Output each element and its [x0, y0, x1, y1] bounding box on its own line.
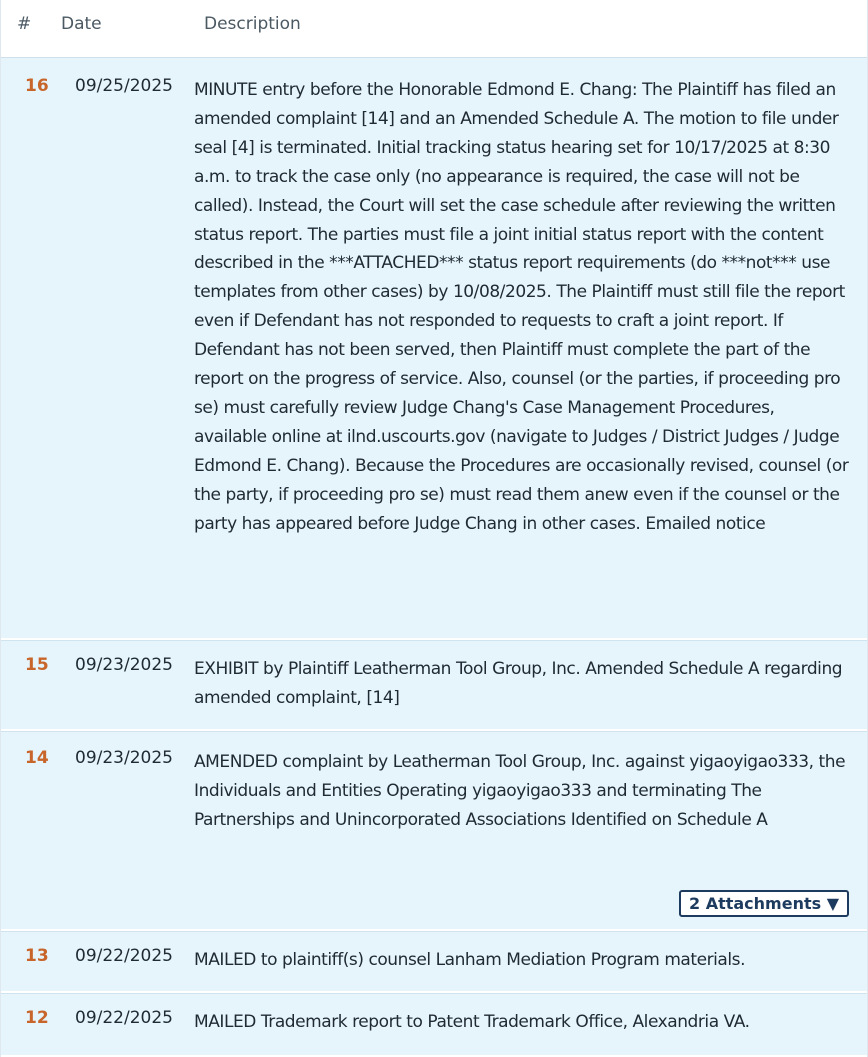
entry-number: 16 — [25, 76, 49, 96]
entry-description: MAILED to plaintiff(s) counsel Lanham Mediation Program materials. — [194, 950, 746, 970]
docket-entry-15 — [1, 640, 867, 731]
entry-description: AMENDED complaint by Leatherman Tool Group, Inc. against yigaoyigao333, the Individuals and Entities Operating yigaoyigao333 and terminating The Partnerships and Unincorporated Associations Identified on Schedule A — [194, 752, 846, 830]
entry-description: MAILED Trademark report to Patent Trademark Office, Alexandria VA. — [194, 1012, 750, 1032]
entry-date: 09/22/2025 — [75, 1008, 173, 1028]
docket-entry-14 — [1, 731, 867, 931]
entry-number: 14 — [25, 748, 49, 768]
table-header — [1, 0, 867, 58]
entry-description: MINUTE entry before the Honorable Edmond E. Chang: The Plaintiff has filed an amended complaint [14] and an Amended Schedule A. The motion to file under seal [4] is terminated. Initial tracking status hearing set for 10/17/2025 at 8:30 a.m. to track the case only (no appearance is required, the case will not be called). Instead, the Court will set the case schedule after reviewing the written status report. The parties must file a joint initial status report with the content described in the ***ATTACHED*** status report requirements (do ***not*** use templates from other cases) by 10/08/2025. The Plaintiff must still file the report even if Defendant has not responded to requests to craft a joint report. If Defendant has not been served, then Plaintiff must complete the part of the report on the progress of service. Also, counsel (or the parties, if proceeding pro se) must carefully review Judge Chang's Case Management Procedures, available online at ilnd.uscourts.gov (navigate to Judges / District Judges / Judge Edmond E. Chang). Because the Procedures are occasionally revised, counsel (or the party, if proceeding pro se) must read them anew even if the counsel or the party has appeared before Judge Chang in other cases. Emailed notice — [194, 80, 849, 534]
entry-date: 09/22/2025 — [75, 946, 173, 966]
header-date: Date — [61, 14, 102, 34]
docket-entry-12 — [1, 993, 867, 1057]
header-description: Description — [204, 14, 301, 34]
header-number: # — [17, 14, 32, 34]
entry-date: 09/23/2025 — [75, 748, 173, 768]
entry-number: 12 — [25, 1008, 49, 1028]
entry-number: 15 — [25, 655, 49, 675]
docket-entry-13 — [1, 931, 867, 993]
entry-number: 13 — [25, 946, 49, 966]
entry-date: 09/23/2025 — [75, 655, 173, 675]
entry-description: EXHIBIT by Plaintiff Leatherman Tool Group, Inc. Amended Schedule A regarding amended complaint, [14] — [194, 659, 843, 708]
docket-entry-16 — [1, 58, 867, 640]
entry-date: 09/25/2025 — [75, 76, 173, 96]
attachments-button[interactable]: 2 Attachments ▼ — [679, 890, 849, 917]
